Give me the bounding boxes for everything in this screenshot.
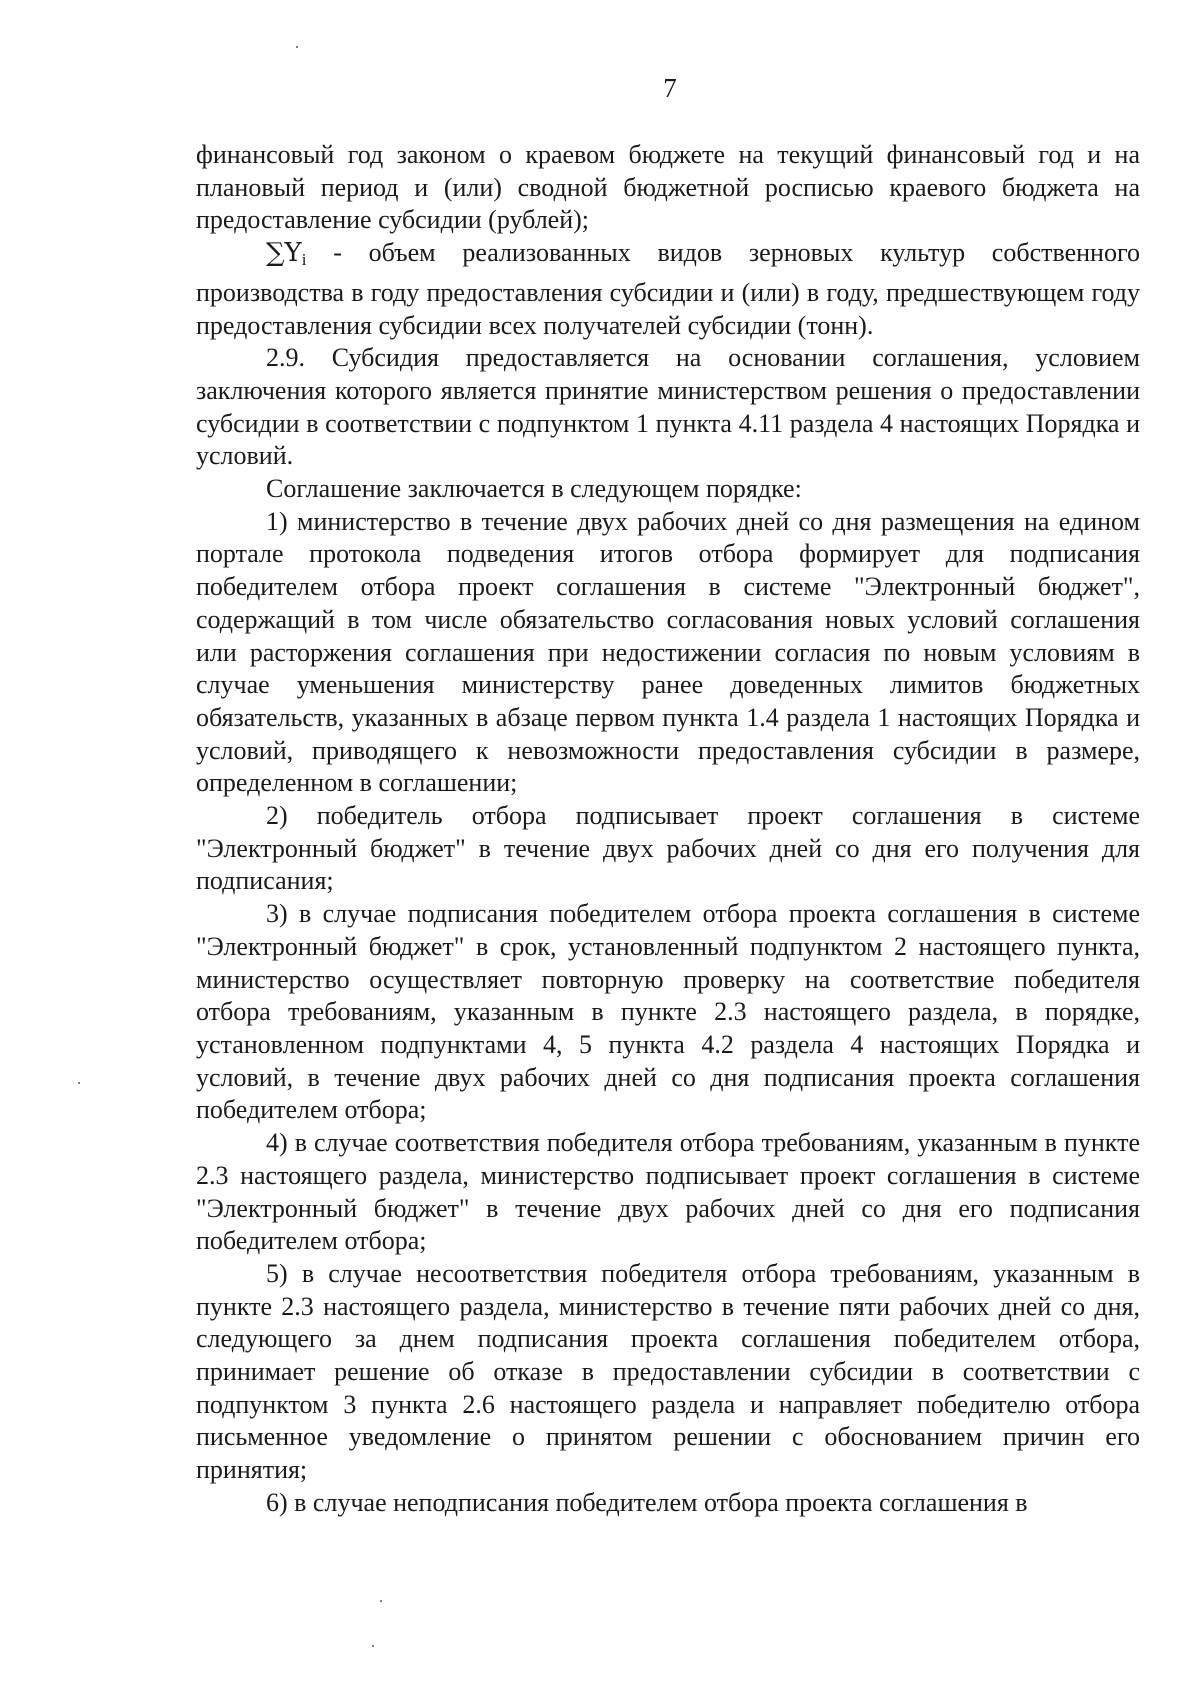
scan-speck (296, 46, 298, 48)
list-item-3: 3) в случае подписания победителем отбора проекта соглашения в системе "Электронный бюджет" в срок, установленный подпунктом 2 настоящего пункта, министерство осуществляет повторную проверку на соответствие победителя отбора требованиям, указанным в пункте 2.3 настоящего раздела, в порядке, установленном подпунктами 4, 5 пункта 4.2 раздела 4 настоящих Порядка и условий, в течение двух рабочих дней со дня подписания проекта соглашения победителем отбора; (196, 899, 1140, 1125)
scan-speck (78, 1082, 80, 1084)
sum-definition-text: - объем реализованных видов зерновых культур собственного производства в году предоставления субсидии и (или) в году, предшествующем году предоставления субсидии всех получателей субсидии (тонн). (196, 238, 1140, 340)
list-item-6: 6) в случае неподписания победителем отбора проекта соглашения в (266, 1487, 1028, 1517)
scan-speck (372, 1645, 374, 1647)
paragraph-budget-continuation: финансовый год законом о краевом бюджете на текущий финансовый год и на плановый период и (или) сводной бюджетной росписью краевого бюджета на предоставление субсидии (рублей); (196, 140, 1140, 235)
sum-symbol: ∑Y (266, 238, 302, 269)
sum-subscript: i (301, 250, 307, 270)
list-item-2: 2) победитель отбора подписывает проект соглашения в системе "Электронный бюджет" в течение двух рабочих дней со дня его получения для подписания; (196, 801, 1140, 896)
list-item-5: 5) в случае несоответствия победителя отбора требованиям, указанным в пункте 2.3 настоящего раздела, министерство в течение пяти рабочих дней со дня, следующего за днем подписания проекта соглашения победителем отбора, принимает решение об отказе в предоставлении субсидии в соответствии с подпунктом 3 пункта 2.6 настоящего раздела и направляет победителю отбора письменное уведомление о принятом решении с обоснованием причин его принятия; (196, 1258, 1140, 1485)
scan-speck (380, 1600, 382, 1602)
document-body (196, 139, 1140, 1520)
paragraph-agreement-order: Соглашение заключается в следующем порядке: (266, 474, 802, 504)
list-item-4: 4) в случае соответствия победителя отбора требованиям, указанным в пункте 2.3 настоящего раздела, министерство подписывает проект соглашения в системе "Электронный бюджет" в течение двух рабочих дней со дня его подписания победителем отбора; (196, 1128, 1140, 1256)
page-number: 7 (663, 73, 677, 103)
paragraph-2-9: 2.9. Субсидия предоставляется на основании соглашения, условием заключения которого является принятие министерством решения о предоставлении субсидии в соответствии с подпунктом 1 пункта 4.11 раздела 4 настоящих Порядка и условий. (196, 343, 1140, 471)
paragraph-sum-definition (196, 237, 1140, 342)
list-item-1: 1) министерство в течение двух рабочих дней со дня размещения на едином портале протокола подведения итогов отбора формирует для подписания победителем отбора проект соглашения в системе "Электронный бюджет", содержащий в том числе обязательство согласования новых условий соглашения или расторжения соглашения при недостижении согласия по новым условиям в случае уменьшения министерству ранее доведенных лимитов бюджетных обязательств, указанных в абзаце первом пункта 1.4 раздела 1 настоящих Порядка и условий, приводящего к невозможности предоставления субсидии в размере, определенном в соглашении; (196, 506, 1140, 798)
